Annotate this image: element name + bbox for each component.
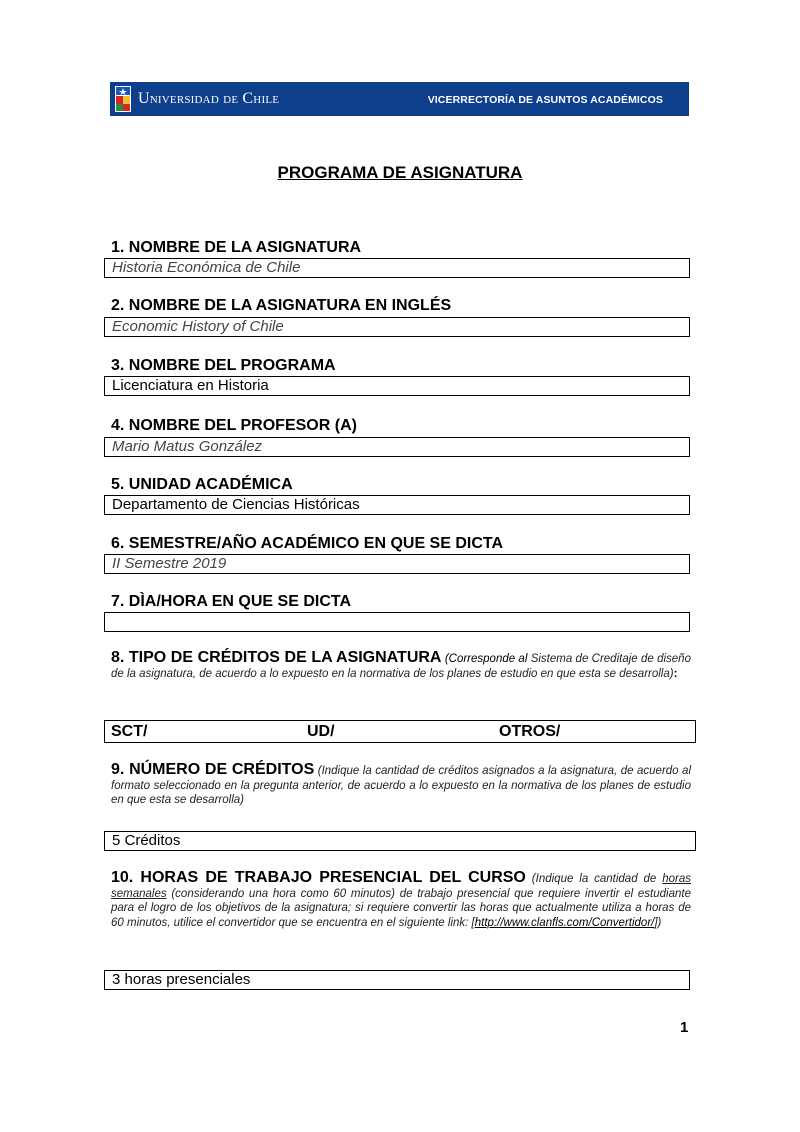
header-banner bbox=[110, 82, 689, 116]
section-10-note-a: (Indique la cantidad de bbox=[531, 873, 657, 885]
section-1-heading: 1. NOMBRE DE LA ASIGNATURA bbox=[111, 239, 362, 256]
program-name-field: Licenciatura en Historia bbox=[104, 376, 690, 396]
university-name: Universidad de Chile bbox=[138, 90, 280, 107]
section-8-note-b: Sistema de Creditaje de diseño de la asignatura, de acuerdo a lo expuesto en la normativa de los planes de estudio en que esta se desarrolla) bbox=[111, 653, 691, 680]
course-name-english-field: Economic History of Chile bbox=[104, 317, 690, 337]
semester-field: II Semestre 2019 bbox=[104, 554, 690, 574]
section-3-heading: 3. NOMBRE DEL PROGRAMA bbox=[111, 357, 336, 374]
section-8-heading: 8. TIPO DE CRÉDITOS DE LA ASIGNATURA bbox=[111, 649, 442, 666]
section-7-heading: 7. DÌA/HORA EN QUE SE DICTA bbox=[111, 593, 352, 610]
professor-name-field: Mario Matus González bbox=[104, 437, 690, 457]
credit-count-field: 5 Créditos bbox=[104, 831, 696, 851]
section-4-heading: 4. NOMBRE DEL PROFESOR (A) bbox=[111, 417, 357, 434]
section-6-heading: 6. SEMESTRE/AÑO ACADÉMICO EN QUE SE DICTA bbox=[111, 535, 504, 552]
converter-link[interactable]: http://www.clanfls.com/Convertidor/ bbox=[474, 916, 655, 929]
sct-label: SCT/ bbox=[111, 723, 148, 740]
section-10-block bbox=[111, 871, 691, 930]
vicerrectoria-label: VICERRECTORÍA DE ASUNTOS ACADÉMICOS bbox=[427, 94, 663, 106]
section-8-colon: : bbox=[673, 667, 678, 680]
otros-label: OTROS/ bbox=[499, 723, 561, 740]
section-8-block bbox=[111, 651, 691, 681]
section-9-heading: 9. NÚMERO DE CRÉDITOS bbox=[111, 761, 315, 778]
university-crest-icon bbox=[114, 84, 132, 114]
ud-label: UD/ bbox=[307, 723, 335, 740]
credit-type-box bbox=[104, 720, 696, 743]
course-name-field: Historia Económica de Chile bbox=[104, 258, 690, 278]
section-8-note-a: (Corresponde al bbox=[444, 653, 528, 665]
section-9-block bbox=[111, 763, 691, 808]
academic-unit-field: Departamento de Ciencias Históricas bbox=[104, 495, 690, 515]
section-9-note: (Indique la cantidad de créditos asignados a la asignatura, de acuerdo al formato seleccionado en la pregunta anterior, de acuerdo a lo expuesto en la normativa de los planes de estudio en que esta se desarrolla) bbox=[111, 765, 691, 806]
day-hour-field bbox=[104, 612, 690, 632]
section-10-heading: 10. HORAS DE TRABAJO PRESENCIAL DEL CURSO bbox=[111, 869, 526, 886]
section-2-heading: 2. NOMBRE DE LA ASIGNATURA EN INGLÉS bbox=[111, 297, 452, 314]
document-title: PROGRAMA DE ASIGNATURA bbox=[277, 163, 523, 182]
section-5-heading: 5. UNIDAD ACADÉMICA bbox=[111, 476, 293, 493]
section-10-note-c: ]) bbox=[654, 916, 662, 929]
page-number: 1 bbox=[680, 1019, 689, 1036]
presential-hours-field: 3 horas presenciales bbox=[104, 970, 690, 990]
section-10-note-underlined: horas semanales bbox=[111, 873, 692, 900]
section-10-note-b: (considerando una hora como 60 minutos) de trabajo presencial que requiere invertir el estudiante para el logro de los objetivos de la asignatura; si requiere convertir las horas que actualmente utiliza a horas de 60 minutos, utilice el convertidor que se encuentra en el siguiente link: [ bbox=[111, 887, 691, 929]
